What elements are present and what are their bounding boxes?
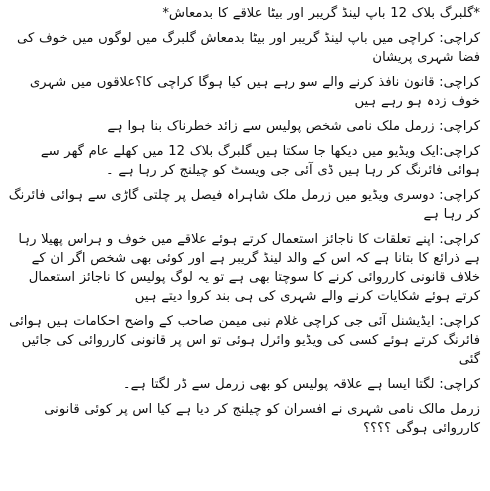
paragraph-8: کراچی: لگتا ایسا ہے علاقہ پولیس کو بھی زرمل سے ڈر لگتا ہے۔ bbox=[122, 377, 480, 392]
paragraph-1: کراچی: کراچی میں باپ لینڈ گریبر اور بیٹا بدمعاش گلبرگ میں لوگوں میں خوف کی فضا شہری پریشان bbox=[17, 31, 480, 65]
paragraph-7: کراچی: ایڈیشنل آئی جی کراچی غلام نبی میمن صاحب کے واضح احکامات ہیں ہوائی فائرنگ کرتے ہوئے کسی کی ویڈیو وائرل ہوئی تو اس پر قانونی کارروائی کی جائیں گئی bbox=[9, 314, 480, 367]
post-headline: *گلبرگ بلاک 12 باپ لینڈ گریبر اور بیٹا علاقے کا بدمعاش* bbox=[162, 6, 480, 21]
paragraph-6: کراچی: اپنے تعلقات کا ناجائز استعمال کرتے ہوئے علاقے میں خوف و ہراس پھیلا رہا ہے ذرائع کا بتانا ہے کہ اس کے والد لینڈ گریبر ہے اور کوئی بھی شخص اگر ان کے خلاف قانونی کارروائی کرنے کا سوچتا بھی ہے تو یہ لوگ پولیس کا ناجائز استعمال کرتے ہوئے شکایات کرنے والے شہری کی ہی بند کروا دیتے ہیں bbox=[18, 232, 480, 304]
paragraph-4: کراچی:ایک ویڈیو میں دیکھا جا سکتا ہیں گلبرگ بلاک 12 میں کھلے عام گھر سے ہوائی فائرنگ کر رہا ہیں ڈی آئی جی ویسٹ کو چیلنج کر رہا ہے ۔ bbox=[40, 144, 480, 178]
paragraph-3: کراچی: زرمل ملک نامی شخص پولیس سے زائد خطرناک بنا ہوا ہے bbox=[107, 119, 480, 134]
paragraph-9: زرمل مالک نامی شہری نے افسران کو چیلنج کر دیا ہے کیا اس پر کوئی قانونی کارروائی ہوگی ؟؟؟؟ bbox=[44, 402, 480, 436]
paragraph-2: کراچی: قانون نافذ کرنے والے سو رہے ہیں کیا ہوگا کراچی کا؟علاقوں میں شہری خوف زدہ ہو رہے ہیں bbox=[29, 75, 480, 109]
paragraph-5: کراچی: دوسری ویڈیو میں زرمل ملک شاہراہ فیصل پر چلتی گاڑی سے ہوائی فائرنگ کر رہا ہے bbox=[8, 188, 480, 222]
